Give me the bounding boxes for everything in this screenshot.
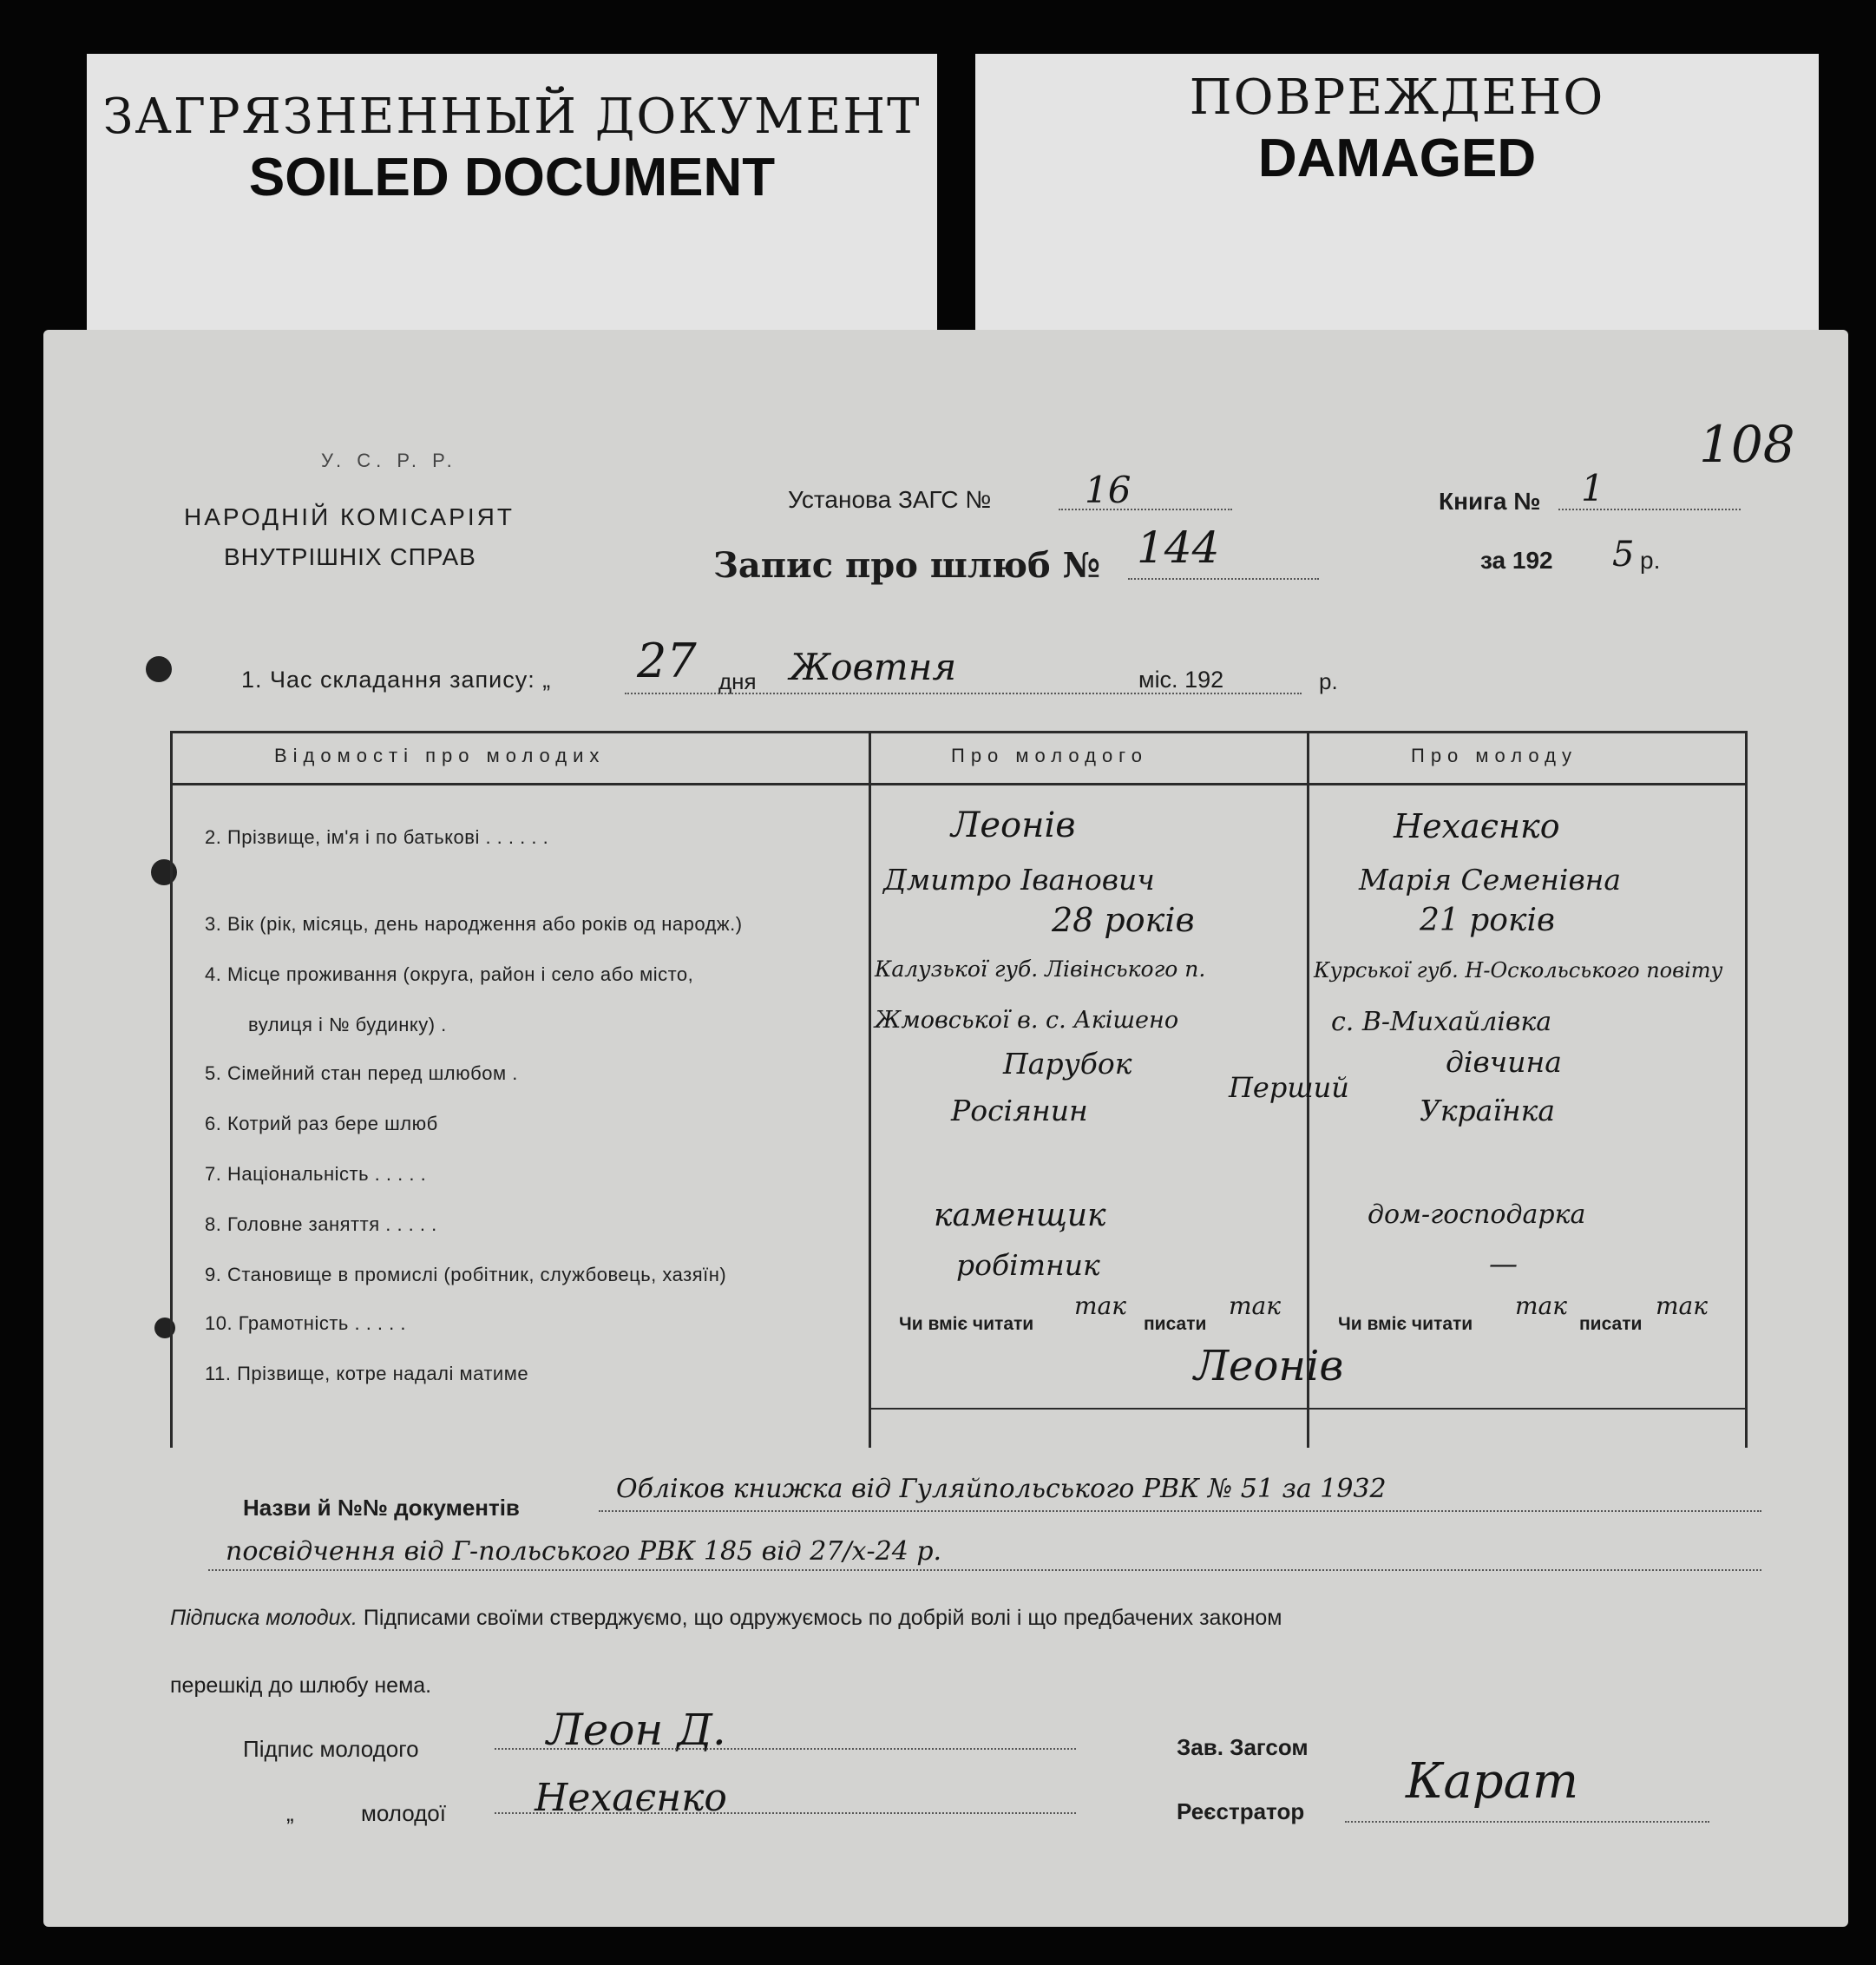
row-label-name: 2. Прізвище, ім'я і по батькові . . . . . . [205,826,549,848]
bride-surname: Нехаєнко [1394,807,1560,845]
bride-read-label: Чи вміє читати [1338,1314,1473,1334]
record-month: Жовтня [790,646,957,688]
book-number: 1 [1581,467,1604,509]
soiled-label-en: SOILED DOCUMENT [248,148,776,207]
groom-occupation: каменщик [934,1198,1106,1233]
bride-name: Марія Семенівна [1359,863,1622,897]
head-label: Зав. Загсом [1177,1734,1309,1760]
groom-status: Парубок [1003,1047,1132,1081]
date-label: 1. Час складання запису: „ [241,667,552,693]
book-label: Книга № [1439,488,1541,515]
declaration-lead: Підписка молодих. [170,1606,357,1630]
row-label-future-surname: 11. Прізвище, котре надалі матиме [205,1363,529,1384]
office-number: 16 [1085,469,1132,511]
bride-residence-2: с. В-Михайлівка [1331,1007,1552,1037]
soiled-document-label [87,54,937,332]
record-day: 27 [637,634,697,688]
declaration-text-2: перешкід до шлюбу нема. [170,1673,432,1698]
bride-write: так [1656,1291,1708,1320]
bride-nationality: Українка [1420,1094,1556,1127]
header-info: Відомості про молодих [274,745,606,766]
future-surname: Леонів [1194,1342,1344,1390]
groom-signature-label: Підпис молодого [243,1736,419,1762]
documents-line-2: посвідчення від Г-польського РВК 185 від 27/х-24 р. [226,1536,942,1567]
row-label-position: 9. Становище в промислі (робітник, службовець, хазяїн) [205,1264,727,1285]
groom-surname: Леонів [951,805,1076,845]
year-suffix: р. [1640,547,1661,574]
damaged-label-ru: ПОВРЕЖДЕНО [1189,69,1605,126]
bride-age: 21 років [1420,903,1555,938]
office-label: Установа ЗАГС № [788,486,992,513]
groom-age: 28 років [1052,901,1195,939]
bride-signature: Нехаєнко [535,1776,727,1820]
groom-name: Дмитро Іванович [883,863,1155,897]
header-bride: Про молоду [1411,745,1578,766]
groom-signature-line [495,1748,1076,1750]
bride-signature-prefix: „ [286,1800,294,1826]
documents-line-1: Обліков книжка від Гуляйпольського РВК № 51 за 1932 [616,1474,1387,1504]
year-digit: 5 [1612,535,1635,575]
bride-position: — [1489,1246,1518,1280]
ministry-line-1: НАРОДНІЙ КОМІСАРІЯТ [184,503,515,530]
row-label-nationality: 7. Національність . . . . . [205,1163,427,1185]
bride-residence-1: Курської губ. Н-Оскольського повіту [1314,958,1723,982]
declaration-text-1: Підписами своїми стверджуємо, що одружуємось по добрій волі і що предбачених законом [363,1606,1282,1630]
groom-write-label: писати [1144,1314,1207,1334]
header-groom: Про молодого [951,745,1148,766]
record-number-line [1128,578,1319,580]
office-number-line [1059,509,1232,510]
bride-signature-label: молодої [361,1800,446,1826]
day-suffix: дня [718,668,757,694]
year-label: за 192 [1480,547,1553,574]
record-table [170,731,1748,1448]
documents-label: Назви й №№ документів [243,1495,520,1521]
row-label-occupation: 8. Головне заняття . . . . . [205,1213,437,1235]
punch-hole [146,656,172,682]
groom-nationality: Росіянин [951,1094,1088,1127]
registrar-label: Реєстратор [1177,1798,1305,1824]
groom-residence-1: Калузької губ. Лівінського п. [875,956,1206,982]
documents-underline-2 [208,1569,1761,1571]
registrar-signature: Карат [1406,1753,1579,1810]
row-label-residence: 4. Місце проживання (округа, район і село або місто, [205,963,694,985]
groom-position: робітник [956,1248,1100,1282]
groom-read: так [1074,1291,1126,1320]
bride-write-label: писати [1579,1314,1643,1334]
marriage-record-form [43,330,1848,1927]
ministry-line-2: ВНУТРІШНІХ СПРАВ [224,543,476,570]
date-end: р. [1319,668,1338,694]
soiled-label-ru: ЗАГРЯЗНЕННЫЙ ДОКУМЕНТ [102,89,922,145]
registrar-line [1345,1821,1709,1823]
row-label-literacy: 10. Грамотність . . . . . [205,1312,406,1334]
row-label-times: 6. Котрий раз бере шлюб [205,1113,438,1134]
row-label-status: 5. Сімейний стан перед шлюбом . [205,1062,518,1084]
month-suffix: міс. 192 [1138,667,1224,693]
groom-read-label: Чи вміє читати [899,1314,1034,1334]
bride-status: дівчина [1446,1045,1562,1079]
state-label: У. С. Р. Р. [321,450,457,471]
documents-underline-1 [599,1510,1761,1512]
bride-read: так [1515,1291,1567,1320]
groom-write: так [1229,1291,1281,1320]
bride-occupation: дом-господарка [1368,1199,1586,1230]
declaration [170,1606,1282,1631]
damaged-label [975,54,1819,332]
groom-residence-2: Жмовської в. с. Акішено [875,1007,1179,1034]
book-number-line [1558,509,1741,510]
groom-signature: Леон Д. [547,1705,726,1755]
record-title: Запис про шлюб № [713,545,1101,586]
row-label-residence-2: вулиця і № будинку) . [248,1014,447,1035]
record-number: 144 [1137,522,1220,573]
page-number: 108 [1699,415,1795,474]
groom-times: Перший [1229,1071,1349,1104]
row-label-age: 3. Вік (рік, місяць, день народження або років од народж.) [205,913,743,935]
date-line [625,693,1302,694]
damaged-label-en: DAMAGED [1257,128,1537,188]
bride-signature-line [495,1812,1076,1814]
